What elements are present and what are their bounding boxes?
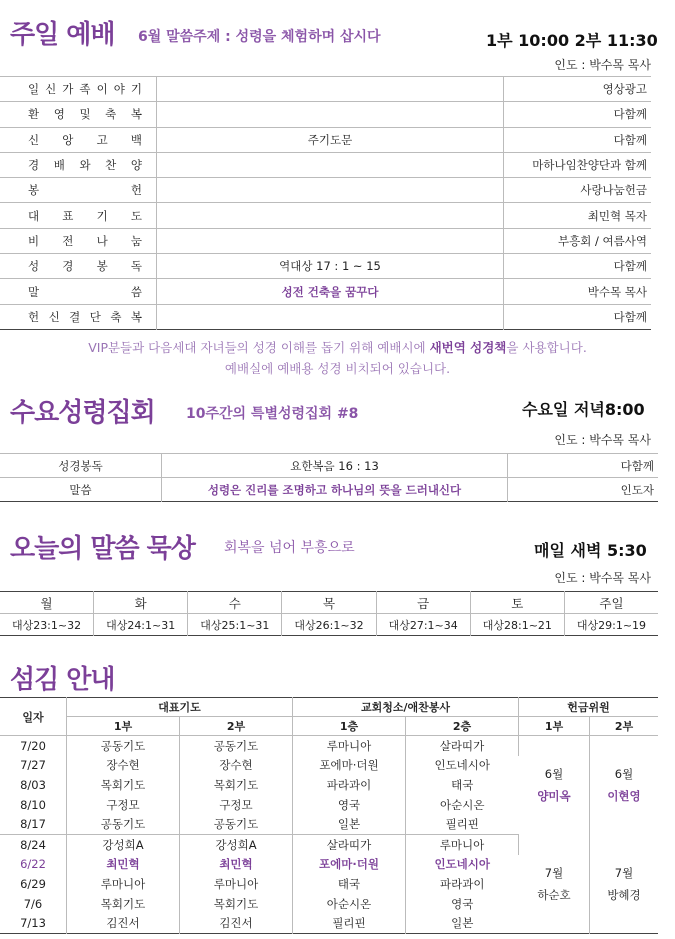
service-c1: 태국 xyxy=(293,874,406,894)
day-label: 주일 xyxy=(564,592,658,614)
day-passage: 대상24:1~31 xyxy=(94,614,188,636)
order-item: 신 앙 고 백 xyxy=(28,132,142,147)
service-p2: 목회기도 xyxy=(180,775,293,795)
sunday-times: 1부 10:00 2부 11:30 xyxy=(486,31,658,50)
service-c1: 살라띠가 xyxy=(293,834,406,854)
service-date: 6/29 xyxy=(0,874,67,894)
service-p1: 김진서 xyxy=(67,913,180,933)
order-item-cell xyxy=(0,102,157,127)
wednesday-table xyxy=(0,453,658,502)
order-content xyxy=(157,152,504,177)
daily-subtitle: 회복을 넘어 부흥으로 xyxy=(224,540,355,556)
order-row xyxy=(0,228,651,253)
order-content xyxy=(157,228,504,253)
order-item-cell xyxy=(0,127,157,152)
service-date: 8/03 xyxy=(0,775,67,795)
service-date: 8/24 xyxy=(0,834,67,854)
order-item: 경 배 와 찬 양 xyxy=(28,158,142,173)
service-date: 8/10 xyxy=(0,795,67,815)
order-row xyxy=(0,304,651,329)
order-by: 마하나임찬양단과 함께 xyxy=(504,152,652,177)
header-offering: 헌금위원 xyxy=(519,698,659,717)
service-c1: 파라과이 xyxy=(293,775,406,795)
order-item-cell xyxy=(0,77,157,102)
daily-time: 매일 새벽 5:30 xyxy=(534,541,647,560)
day-label: 금 xyxy=(376,592,470,614)
bible-note-post: 을 사용합니다. xyxy=(506,340,587,355)
offering-cell-1 xyxy=(519,736,590,835)
service-c1: 일본 xyxy=(293,814,406,834)
header-cleaning: 교회청소/애찬봉사 xyxy=(293,698,519,717)
service-p1: 공동기도 xyxy=(67,814,180,834)
day-label: 목 xyxy=(282,592,376,614)
bible-note-pre: VIP분들과 다음세대 자녀들의 성경 이해를 돕기 위해 예배시에 xyxy=(88,340,430,355)
order-item-cell xyxy=(0,254,157,279)
service-p1: 장수현 xyxy=(67,756,180,776)
service-c2: 살라띠가 xyxy=(406,736,519,756)
service-p2: 목회기도 xyxy=(180,894,293,914)
order-content: 주기도문 xyxy=(157,127,504,152)
day-passage: 대상26:1~32 xyxy=(282,614,376,636)
header-offering-1: 1부 xyxy=(519,717,590,736)
offering-cell-2 xyxy=(590,736,659,835)
service-c2: 인도네시아 xyxy=(434,857,491,872)
wednesday-subtitle: 10주간의 특별성령집회 #8 xyxy=(186,406,359,422)
header-floor-2: 2층 xyxy=(406,717,519,736)
service-p1: 최민혁 xyxy=(67,855,180,875)
order-by: 다함께 xyxy=(504,304,652,329)
daily-title: 오늘의 말씀 묵상 xyxy=(10,534,195,564)
order-item: 헌 신 결 단 축 복 xyxy=(28,309,142,324)
order-item-cell xyxy=(0,178,157,203)
service-c2: 필리핀 xyxy=(406,814,519,834)
order-content xyxy=(157,304,504,329)
offering-cell-2 xyxy=(590,834,659,933)
service-date: 6/22 xyxy=(0,855,67,875)
order-content xyxy=(157,102,504,127)
service-c1: 포에마·더원 xyxy=(293,855,406,875)
bible-note xyxy=(0,338,675,356)
order-by: 다함께 xyxy=(504,254,652,279)
service-p2: 공동기도 xyxy=(180,736,293,756)
wed-content: 성령은 진리를 조명하고 하나님의 뜻을 드러내신다 xyxy=(162,478,508,502)
offering-month: 6월 xyxy=(614,767,634,782)
day-passage: 대상28:1~21 xyxy=(470,614,564,636)
order-by: 박수목 목사 xyxy=(504,279,652,304)
service-c2: 일본 xyxy=(451,916,474,931)
order-item-cell xyxy=(0,228,157,253)
service-date: 7/20 xyxy=(0,736,67,756)
service-p2: 공동기도 xyxy=(180,814,293,834)
order-row xyxy=(0,178,651,203)
offering-name: 이현영 xyxy=(607,789,641,804)
bible-note-bold: 새번역 성경책 xyxy=(429,340,507,355)
wed-content: 요한복음 16 : 13 xyxy=(162,454,508,478)
service-date: 7/13 xyxy=(0,913,67,933)
daily-schedule-table xyxy=(0,591,658,636)
service-c2: 인도네시아 xyxy=(434,758,491,773)
day-label: 화 xyxy=(94,592,188,614)
offering-month: 7월 xyxy=(544,865,564,880)
order-row xyxy=(0,127,651,152)
service-row xyxy=(0,834,658,854)
header-date: 일자 xyxy=(0,698,67,736)
order-item-cell xyxy=(0,279,157,304)
order-by: 영상광고 xyxy=(504,77,652,102)
header-prayer-1: 1부 xyxy=(67,717,180,736)
service-c2: 아순시온 xyxy=(440,797,485,812)
service-p2: 강성희A xyxy=(180,834,293,854)
service-p1: 공동기도 xyxy=(67,736,180,756)
service-c1: 루마니아 xyxy=(293,736,406,756)
header-offering-2: 2부 xyxy=(590,717,659,736)
offering-cell-1 xyxy=(519,834,590,933)
wed-by: 인도자 xyxy=(508,478,659,502)
day-label: 월 xyxy=(0,592,94,614)
service-p1: 목회기도 xyxy=(67,894,180,914)
service-p1: 목회기도 xyxy=(67,775,180,795)
order-by: 다함께 xyxy=(504,102,652,127)
service-p2: 김진서 xyxy=(180,913,293,933)
service-c2: 태국 xyxy=(451,777,474,792)
sunday-leader: 인도 : 박수목 목사 xyxy=(554,58,651,72)
order-item: 환 영 및 축 복 xyxy=(28,107,142,122)
day-label: 토 xyxy=(470,592,564,614)
service-c1: 필리핀 xyxy=(293,913,406,933)
service-p2: 루마니아 xyxy=(180,874,293,894)
sunday-order-table xyxy=(0,76,651,330)
offering-month: 7월 xyxy=(614,865,634,880)
service-c2: 영국 xyxy=(451,896,474,911)
service-p1: 강성희A xyxy=(67,834,180,854)
wed-item: 성경봉독 xyxy=(0,454,162,478)
order-content xyxy=(157,203,504,228)
day-passage: 대상25:1~31 xyxy=(188,614,282,636)
day-passage: 대상23:1~32 xyxy=(0,614,94,636)
wednesday-leader: 인도 : 박수목 목사 xyxy=(554,433,651,447)
service-p1: 루마니아 xyxy=(67,874,180,894)
service-p1: 구정모 xyxy=(67,795,180,815)
bible-note-2: 예배실에 예배용 성경 비치되어 있습니다. xyxy=(224,361,451,376)
wed-item: 말씀 xyxy=(0,478,162,502)
day-passage: 대상29:1~19 xyxy=(576,618,647,632)
daily-leader: 인도 : 박수목 목사 xyxy=(554,571,651,585)
service-c2: 파라과이 xyxy=(440,876,485,891)
order-item: 일 신 가 족 이 야 기 xyxy=(28,82,142,97)
sunday-title: 주일 예배 xyxy=(10,20,115,50)
order-item-cell xyxy=(0,152,157,177)
header-prayer-2: 2부 xyxy=(180,717,293,736)
order-item: 봉 헌 xyxy=(28,183,142,198)
service-c1: 포에마·더원 xyxy=(293,756,406,776)
sunday-theme: 6월 말씀주제 : 성령을 체험하며 삽시다 xyxy=(138,29,381,45)
wed-by: 다함께 xyxy=(508,454,659,478)
order-by: 다함께 xyxy=(504,127,652,152)
order-content xyxy=(157,178,504,203)
order-by: 최민혁 목자 xyxy=(504,203,652,228)
order-row xyxy=(0,279,651,304)
order-by: 부흥회 / 여름사역 xyxy=(504,228,652,253)
order-row xyxy=(0,254,651,279)
order-content xyxy=(157,77,504,102)
wednesday-time: 수요일 저녁8:00 xyxy=(522,400,645,419)
order-row xyxy=(0,77,651,102)
order-row xyxy=(0,203,651,228)
service-row xyxy=(0,736,658,756)
service-p2: 장수현 xyxy=(180,756,293,776)
service-p2: 구정모 xyxy=(180,795,293,815)
offering-name: 양미옥 xyxy=(537,789,571,804)
service-date: 7/6 xyxy=(0,894,67,914)
order-item: 성 경 봉 독 xyxy=(28,259,142,274)
offering-month: 6월 xyxy=(544,767,564,782)
order-item-cell xyxy=(0,203,157,228)
order-item: 비 전 나 눔 xyxy=(28,233,142,248)
service-title: 섬김 안내 xyxy=(10,665,115,695)
service-c1: 아순시온 xyxy=(293,894,406,914)
wed-row xyxy=(0,478,658,502)
wednesday-title: 수요성령집회 xyxy=(10,398,155,428)
order-content: 성전 건축을 꿈꾸다 xyxy=(157,279,504,304)
service-table xyxy=(0,697,658,934)
service-date: 7/27 xyxy=(0,756,67,776)
service-date: 8/17 xyxy=(0,814,67,834)
header-floor-1: 1층 xyxy=(293,717,406,736)
offering-name: 방혜경 xyxy=(607,887,641,902)
order-row xyxy=(0,102,651,127)
order-item: 대 표 기 도 xyxy=(28,208,142,223)
service-c1: 영국 xyxy=(293,795,406,815)
offering-name: 하순호 xyxy=(537,887,571,902)
service-c2: 루마니아 xyxy=(406,834,519,854)
service-p2: 최민혁 xyxy=(180,855,293,875)
day-label: 수 xyxy=(188,592,282,614)
wed-row xyxy=(0,454,658,478)
day-passage: 대상27:1~34 xyxy=(376,614,470,636)
order-content: 역대상 17 : 1 ~ 15 xyxy=(157,254,504,279)
order-item-cell xyxy=(0,304,157,329)
header-prayer: 대표기도 xyxy=(67,698,293,717)
order-row xyxy=(0,152,651,177)
order-by: 사랑나눔헌금 xyxy=(504,178,652,203)
order-item: 말 씀 xyxy=(28,284,142,299)
